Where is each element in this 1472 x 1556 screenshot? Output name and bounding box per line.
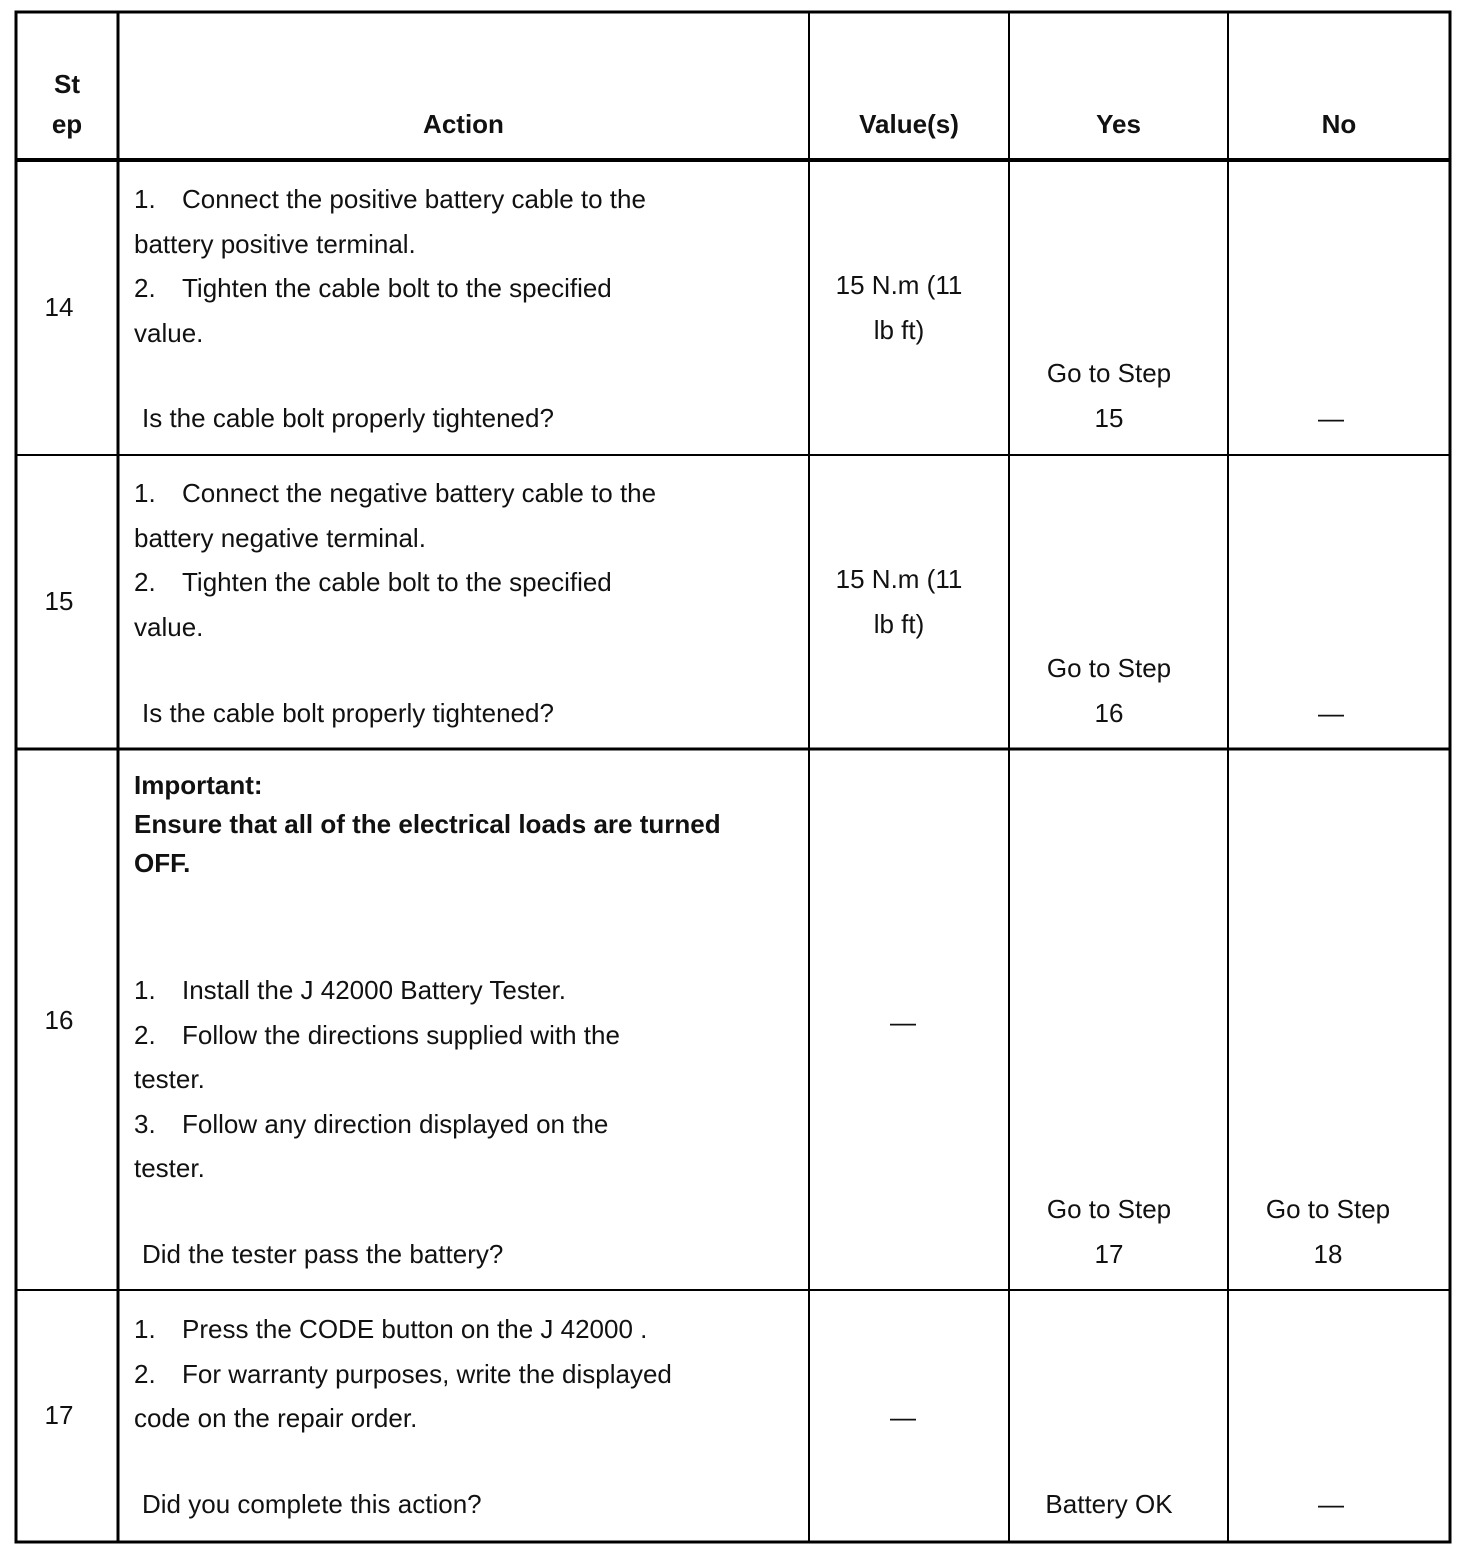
step-number: 16 bbox=[44, 1005, 74, 1035]
header-step-line-2: ep bbox=[51, 109, 83, 139]
important-label: Important: bbox=[134, 770, 263, 800]
list-item: 2. Tighten the cable bolt to the specified bbox=[134, 567, 612, 597]
yes-cell: Go to Step 16 bbox=[1046, 653, 1172, 728]
step-number: 15 bbox=[44, 586, 74, 616]
important-text: Ensure that all of the electrical loads are turned bbox=[134, 809, 721, 839]
yes-cell: Go to Step 15 bbox=[1046, 358, 1172, 433]
yes-cell: Go to Step 17 bbox=[1046, 1194, 1172, 1269]
list-item-cont: battery positive terminal. bbox=[134, 228, 416, 259]
no-cell: — bbox=[1318, 698, 1344, 728]
action-question: Is the cable bolt properly tightened? bbox=[142, 698, 554, 728]
header-yes: Yes bbox=[1096, 109, 1141, 139]
list-item-cont: battery negative terminal. bbox=[134, 522, 426, 553]
action-question: Is the cable bolt properly tightened? bbox=[142, 403, 554, 433]
action-question: Did the tester pass the battery? bbox=[142, 1239, 504, 1269]
important-note bbox=[134, 766, 804, 883]
important-text-cont: OFF. bbox=[134, 848, 191, 878]
value-cell: — bbox=[890, 1007, 916, 1037]
action-text bbox=[134, 1307, 804, 1441]
list-item: 2. For warranty purposes, write the displayed bbox=[134, 1358, 672, 1389]
value-cell: 15 N.m (11 lb ft) bbox=[835, 564, 963, 639]
list-item-cont: tester. bbox=[134, 1153, 205, 1183]
list-item: 1. Install the J 42000 Battery Tester. bbox=[134, 975, 566, 1005]
header-no: No bbox=[1321, 109, 1357, 139]
header-action: Action bbox=[423, 109, 504, 139]
list-item-cont: tester. bbox=[134, 1064, 205, 1094]
action-text bbox=[134, 177, 804, 355]
action-question: Did you complete this action? bbox=[142, 1489, 482, 1519]
step-number: 14 bbox=[44, 292, 74, 322]
value-cell: 15 N.m (11 lb ft) bbox=[835, 270, 963, 345]
action-text bbox=[134, 471, 804, 649]
list-item: 2. Follow the directions supplied with the bbox=[134, 1019, 620, 1050]
no-cell: — bbox=[1318, 403, 1344, 433]
action-text bbox=[134, 968, 804, 1191]
list-item: 2. Tighten the cable bolt to the specified bbox=[134, 273, 612, 303]
header-values: Value(s) bbox=[859, 109, 959, 139]
step-number: 17 bbox=[44, 1400, 74, 1430]
list-item: 1. Connect the negative battery cable to the bbox=[134, 478, 657, 508]
no-cell: — bbox=[1318, 1489, 1344, 1519]
yes-cell: Battery OK bbox=[1045, 1489, 1173, 1519]
list-item-cont: code on the repair order. bbox=[134, 1403, 418, 1433]
value-cell: — bbox=[890, 1402, 916, 1432]
list-item-cont: value. bbox=[134, 317, 204, 348]
no-cell: Go to Step 18 bbox=[1265, 1194, 1391, 1269]
header-step-line-1: St bbox=[54, 69, 80, 99]
list-item-cont: value. bbox=[134, 611, 204, 642]
list-item: 1. Press the CODE button on the J 42000 . bbox=[134, 1314, 648, 1344]
list-item: 3. Follow any direction displayed on the bbox=[134, 1108, 609, 1139]
list-item: 1. Connect the positive battery cable to the bbox=[134, 184, 646, 214]
header-step bbox=[16, 64, 118, 144]
